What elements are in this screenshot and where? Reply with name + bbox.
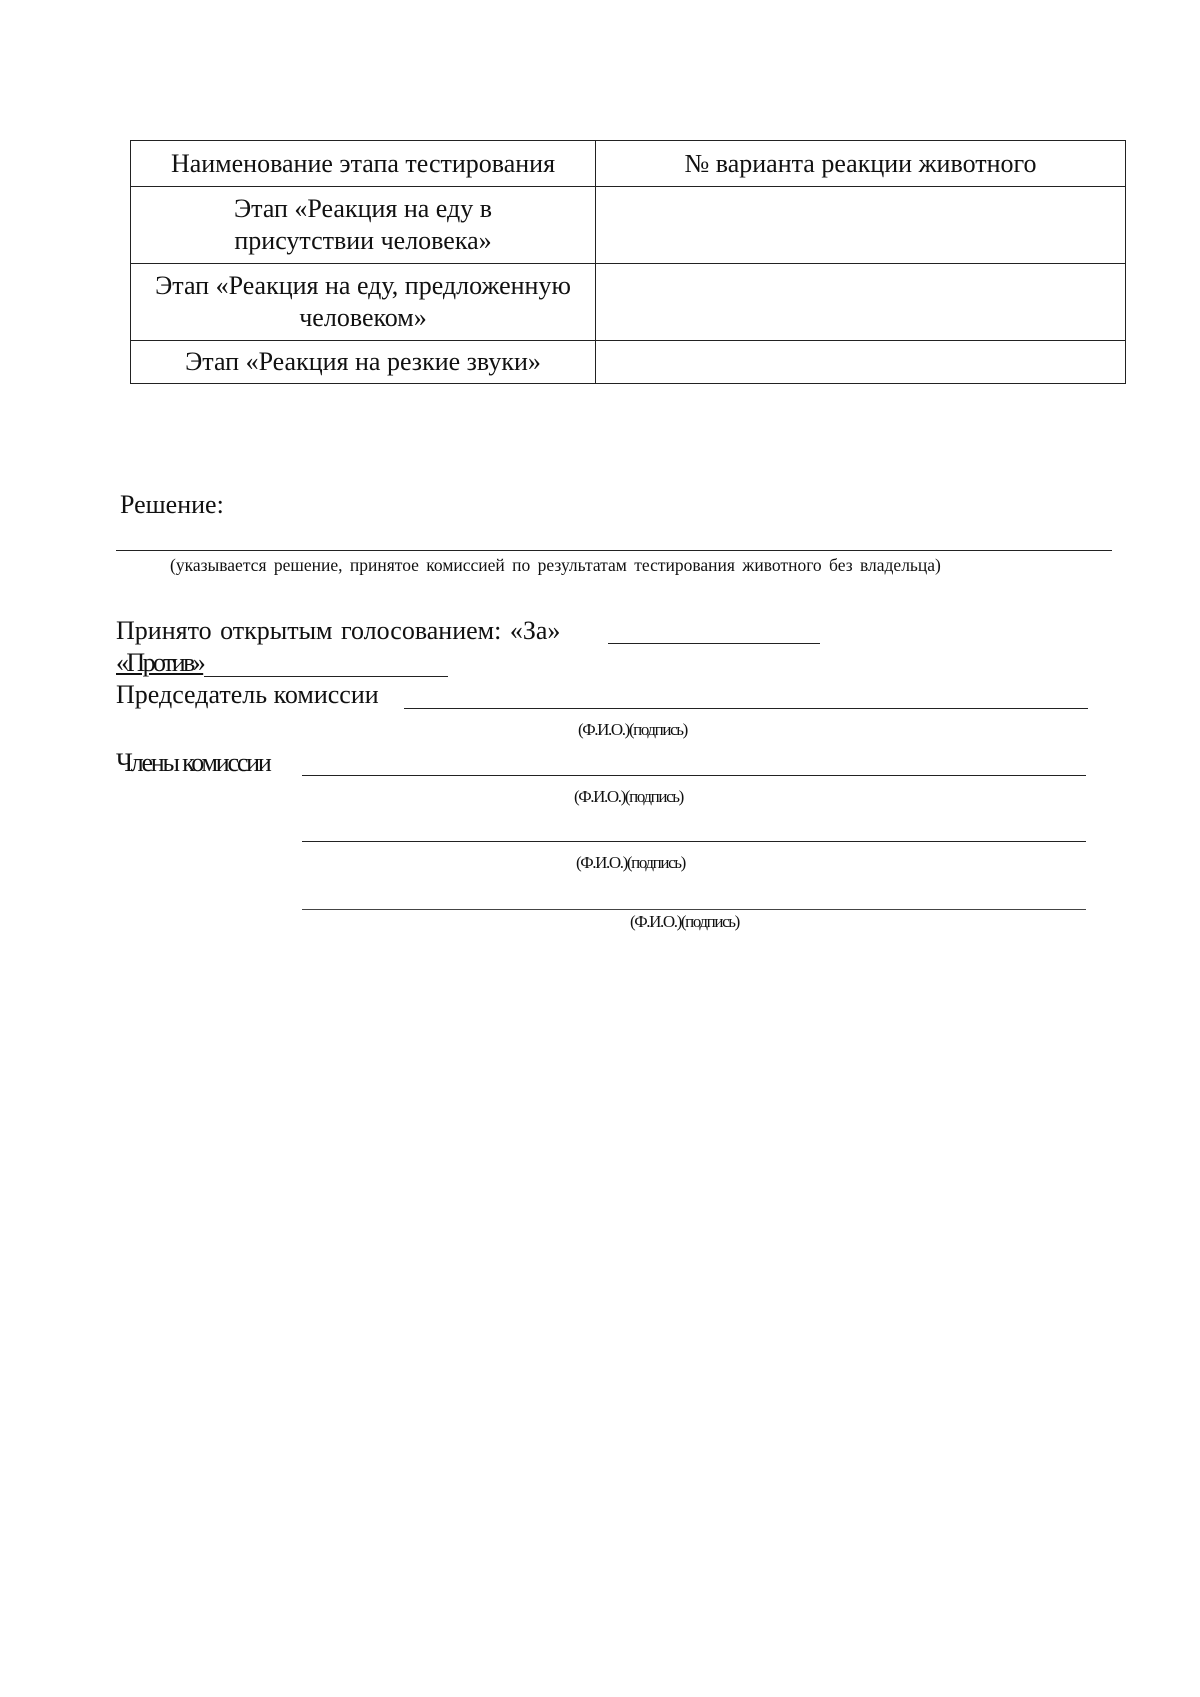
header-reaction-variant: № варианта реакции животного bbox=[596, 141, 1126, 187]
vote-against-line[interactable] bbox=[204, 676, 448, 677]
vote-against-label: «Против» bbox=[116, 648, 204, 677]
stage-name-text: Этап «Реакция на резкие звуки» bbox=[185, 347, 541, 376]
reaction-variant-cell[interactable] bbox=[596, 341, 1126, 384]
testing-stages-table bbox=[130, 140, 1126, 384]
stage-name-cell bbox=[131, 341, 596, 384]
members-label: Члены комиссии bbox=[116, 748, 270, 777]
vote-label bbox=[116, 616, 560, 646]
header-stage-name: Наименование этапа тестирования bbox=[131, 141, 596, 187]
chair-signature-hint: (Ф.И.О.)(подпись) bbox=[578, 720, 687, 739]
chair-signature-line[interactable] bbox=[404, 708, 1088, 709]
decision-hint: (указывается решение, принятое комиссией по результатам тестирования животного без владельца) bbox=[170, 555, 941, 575]
vote-open-label: Принято открытым голосованием: bbox=[116, 616, 502, 645]
table-row bbox=[131, 264, 1126, 341]
reaction-variant-cell[interactable] bbox=[596, 187, 1126, 264]
vote-for-line[interactable] bbox=[608, 643, 820, 644]
member-signature-line-2[interactable] bbox=[302, 841, 1086, 842]
stage-name-cell bbox=[131, 187, 596, 264]
chair-label: Председатель комиссии bbox=[116, 680, 379, 709]
reaction-variant-cell[interactable] bbox=[596, 264, 1126, 341]
stage-name-text: Этап «Реакция на еду в присутствии человека» bbox=[233, 194, 493, 255]
table-header-row bbox=[131, 141, 1126, 187]
decision-label: Решение: bbox=[120, 490, 224, 519]
vote-for-label: «За» bbox=[509, 616, 561, 645]
decision-line[interactable] bbox=[116, 550, 1112, 551]
table-row bbox=[131, 341, 1126, 384]
table-row bbox=[131, 187, 1126, 264]
member-signature-hint-2: (Ф.И.О.)(подпись) bbox=[576, 853, 685, 872]
member-signature-hint-1: (Ф.И.О.)(подпись) bbox=[574, 787, 683, 806]
stage-name-cell bbox=[131, 264, 596, 341]
member-signature-line-3[interactable] bbox=[302, 909, 1086, 910]
stage-name-text: Этап «Реакция на еду, предложенную человеком» bbox=[155, 271, 571, 332]
member-signature-line-1[interactable] bbox=[302, 775, 1086, 776]
member-signature-hint-3: (Ф.И.О.)(подпись) bbox=[630, 912, 739, 931]
